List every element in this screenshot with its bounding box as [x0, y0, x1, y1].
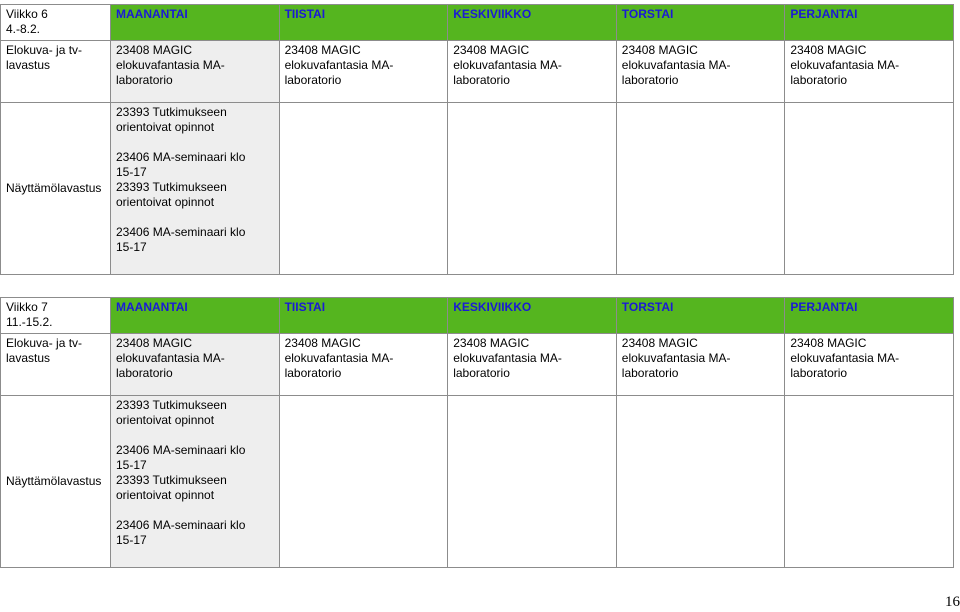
schedule-row [1, 334, 954, 396]
day-header: MAANANTAI [111, 5, 280, 41]
schedule-cell [616, 334, 785, 396]
program-name: Näyttämölavastus [1, 396, 111, 568]
schedule-cell [279, 396, 448, 568]
course-entry: 23408 MAGIC elokuvafantasia MA- laboratorio [284, 43, 394, 87]
course-entry: 23408 MAGIC elokuvafantasia MA- laboratorio [284, 336, 394, 380]
week-label: Viikko 7 11.-15.2. [1, 298, 111, 334]
course-entry: 23408 MAGIC elokuvafantasia MA- laboratorio [790, 336, 900, 380]
day-header: TORSTAI [616, 5, 785, 41]
course-entry: 23408 MAGIC elokuvafantasia MA- laboratorio [453, 336, 562, 380]
week-header-row [1, 298, 954, 334]
schedule-cell [785, 396, 954, 568]
course-entry: 23408 MAGIC elokuvafantasia MA- laboratorio [116, 43, 225, 87]
schedule-row [1, 103, 954, 275]
day-header: TIISTAI [279, 298, 448, 334]
course-entry: 23406 MA-seminaari klo 15-17 [116, 150, 246, 179]
spacer [116, 428, 274, 443]
course-entry: 23408 MAGIC elokuvafantasia MA- laboratorio [621, 336, 731, 380]
schedule-row [1, 396, 954, 568]
schedule-cell [279, 103, 448, 275]
course-entry: 23406 MA-seminaari klo 15-17 [116, 443, 246, 472]
schedule-row [1, 41, 954, 103]
schedule-cell [448, 103, 617, 275]
course-entry: 23406 MA-seminaari klo 15-17 [116, 225, 246, 254]
schedule-cell [111, 334, 280, 396]
week-table [0, 4, 954, 275]
day-header: TIISTAI [279, 5, 448, 41]
course-entry: 23408 MAGIC elokuvafantasia MA- laboratorio [453, 43, 562, 87]
schedule-cell [616, 41, 785, 103]
schedule-cell [448, 334, 617, 396]
week-header-row [1, 5, 954, 41]
schedule-cell [111, 396, 280, 568]
day-header: TORSTAI [616, 298, 785, 334]
course-entry: 23393 Tutkimukseen orientoivat opinnot [116, 398, 227, 427]
page-number: 16 [945, 594, 960, 610]
schedule-cell [616, 396, 785, 568]
schedule-cell [111, 103, 280, 275]
week-label: Viikko 6 4.-8.2. [1, 5, 111, 41]
day-header: PERJANTAI [785, 298, 954, 334]
course-entry: 23408 MAGIC elokuvafantasia MA- laboratorio [621, 43, 731, 87]
program-name: Elokuva- ja tv- lavastus [1, 41, 111, 103]
schedule-cell [785, 41, 954, 103]
spacer [116, 503, 274, 518]
schedule-cell [785, 103, 954, 275]
schedule-cell [279, 41, 448, 103]
course-entry: 23393 Tutkimukseen orientoivat opinnot [116, 473, 227, 502]
day-header: MAANANTAI [111, 298, 280, 334]
schedule-cell [785, 334, 954, 396]
schedule-cell [111, 41, 280, 103]
program-name: Elokuva- ja tv- lavastus [1, 334, 111, 396]
course-entry: 23408 MAGIC elokuvafantasia MA- laboratorio [790, 43, 900, 87]
schedule-cell [448, 41, 617, 103]
course-entry: 23393 Tutkimukseen orientoivat opinnot [116, 105, 227, 134]
day-header: KESKIVIIKKO [448, 5, 617, 41]
schedule-cell [448, 396, 617, 568]
course-entry: 23393 Tutkimukseen orientoivat opinnot [116, 180, 227, 209]
spacer [116, 210, 274, 225]
schedule-cell [616, 103, 785, 275]
day-header: KESKIVIIKKO [448, 298, 617, 334]
course-entry: 23408 MAGIC elokuvafantasia MA- laboratorio [116, 336, 225, 380]
program-name: Näyttämölavastus [1, 103, 111, 275]
day-header: PERJANTAI [785, 5, 954, 41]
week-table [0, 297, 954, 568]
schedule-cell [279, 334, 448, 396]
course-entry: 23406 MA-seminaari klo 15-17 [116, 518, 246, 547]
spacer [116, 135, 274, 150]
